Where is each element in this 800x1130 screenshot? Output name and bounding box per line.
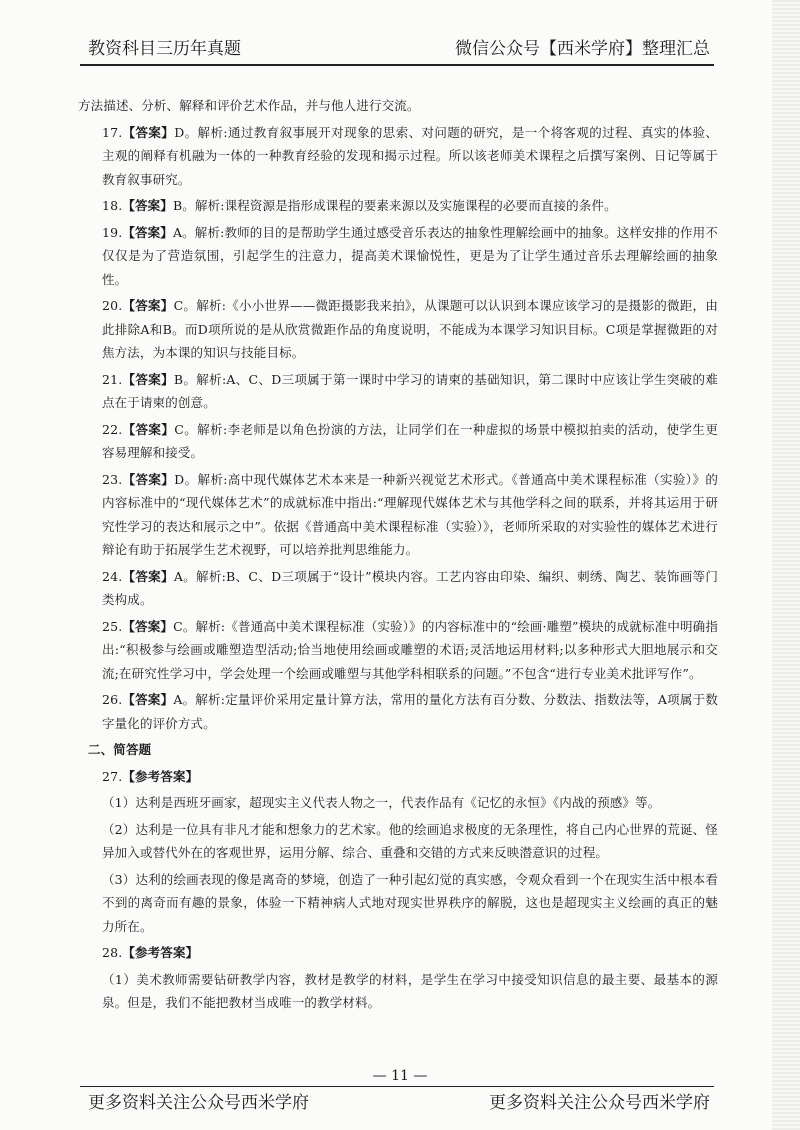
answer-item: [78, 941, 718, 965]
answer-tag: 【答案】: [122, 471, 175, 487]
item-number: 18.: [102, 198, 123, 213]
answer-item: [78, 121, 718, 192]
answer-tag: 【答案】: [122, 371, 174, 387]
answer-text: B。解析:A、C、D三项属于第一课时中学习的请柬的基础知识，第二课时中应该让学生突破的难点在于请柬的创意。: [102, 371, 718, 410]
answer-item: [78, 615, 718, 686]
answer-tag: 【参考答案】: [122, 945, 199, 960]
answer-text: C。解析:《小小世界——微距摄影我来拍》，从课题可以认识到本课应该学习的是摄影的微距，由此排除A和B。而D项所说的是从欣赏微距作品的角度说明，不能成为本课学习知识目标。C项是掌握微距的对焦方法，为本课的知识与技能目标。: [102, 298, 718, 360]
scan-edge: [772, 0, 800, 1130]
footer-rule: [80, 1086, 714, 1087]
section-heading: 二、简答题: [88, 742, 152, 757]
answer-point: （1）美术教师需要钻研教学内容，教材是教学的材料，是学生在学习中接受知识信息的最主要、最基本的源泉。但是，我们不能把教材当成唯一的教学材料。: [102, 971, 718, 1010]
answer-text: A。解析:定量评价采用定量计算方法，常用的量化方法有百分数、分数法、指数法等，A项属于数字量化的评价方式。: [102, 692, 718, 731]
page-number: — 11 —: [372, 1068, 428, 1084]
answer-item: [78, 194, 718, 218]
paragraph: 方法描述、分析、解释和评价艺术作品，并与他人进行交流。: [78, 98, 420, 113]
answer-tag: 【答案】: [122, 124, 175, 140]
answer-tag: 【答案】: [122, 618, 174, 634]
item-number: 21.: [102, 371, 123, 387]
item-number: 17.: [102, 124, 123, 140]
header-right-title: 微信公众号【西米学府】整理汇总: [455, 39, 710, 59]
answer-item: [78, 418, 718, 465]
header-rule: [80, 64, 714, 66]
item-number: 22.: [102, 421, 123, 437]
page-header: [88, 34, 710, 64]
answer-tag: 【答案】: [122, 568, 174, 584]
answer-tag: 【答案】: [122, 692, 174, 707]
answer-item: [78, 368, 718, 415]
answer-tag: 【答案】: [122, 198, 173, 213]
answer-point: （3）达利的绘画表现的像是离奇的梦境，创造了一种引起幻觉的真实感，令观众看到一个在现实生活中根本看不到的离奇而有趣的景象，体验一下精神病人式地对现实世界秩序的解脱，这也是超现实主义绘画的真正的魅力所在。: [102, 871, 718, 934]
item-number: 26.: [102, 692, 123, 707]
answer-item: [78, 765, 718, 789]
answer-item: [78, 688, 718, 735]
answer-item: [78, 468, 718, 562]
answer-text: B。解析:课程资源是指形成课程的要素来源以及实施课程的必要而直接的条件。: [172, 198, 617, 213]
answer-text: A。解析:教师的目的是帮助学生通过感受音乐表达的抽象性理解绘画中的抽象。这样安排的作用不仅仅是为了营造氛围，引起学生的注意力，提高美术课愉悦性，更是为了让学生通过音乐去理解绘画的抽象性。: [102, 224, 718, 287]
item-number: 25.: [102, 618, 123, 634]
item-number: 19.: [102, 224, 123, 240]
document-body: [78, 94, 718, 1018]
answer-item: [78, 565, 718, 612]
answer-tag: 【答案】: [122, 421, 175, 437]
answer-text: A。解析:B、C、D三项属于“设计”模块内容。工艺内容由印染、编织、刺绣、陶艺、装饰画等门类构成。: [102, 568, 719, 607]
answer-item: [78, 221, 718, 292]
header-left-title: 教资科目三历年真题: [88, 39, 241, 59]
item-number: 23.: [102, 471, 123, 487]
answer-text: C。解析:《普通高中美术课程标准（实验）》的内容标准中的“绘画·雕塑”模块的成就标准中明确指出:“积极参与绘画或雕塑造型活动;恰当地使用绘画或雕塑的术语;灵活地运用材料;以多种形式大胆地展示和交流;在研究性学习中，学会处理一个绘画或雕塑与其他学科相联系的问题。”不包含“进行专业美术批评写作”。: [102, 618, 718, 681]
answer-text: D。解析:高中现代媒体艺术本来是一种新兴视觉艺术形式。《普通高中美术课程标准（实验）》的内容标准中的“现代媒体艺术”的成就标准中指出:“理解现代媒体艺术与其他学科之间的联系，并将其运用于研究性学习的表达和展示之中”。依据《普通高中美术课程标准（实验）》，老师所采取的对实验性的媒体艺术进行辩论有助于拓展学生艺术视野，可以培养批判思维能力。: [102, 471, 718, 557]
answer-tag: 【参考答案】: [122, 768, 199, 784]
answer-point: （1）达利是西班牙画家，超现实主义代表人物之一，代表作品有《记忆的永恒》《内战的预感》等。: [102, 795, 661, 810]
answer-tag: 【答案】: [122, 224, 173, 240]
item-number: 24.: [102, 568, 123, 584]
answer-point: （2）达利是一位具有非凡才能和想象力的艺术家。他的绘画追求极度的无条理性，将自己内心世界的荒诞、怪异加入或替代外在的客观世界，运用分解、综合、重叠和交错的方式来反映潜意识的过程。: [102, 821, 718, 860]
footer-right-text: 更多资料关注公众号西米学府: [489, 1093, 710, 1113]
answer-item: [78, 294, 718, 365]
item-number: 28.: [102, 945, 123, 960]
answer-text: D。解析:通过教育叙事展开对现象的思索、对问题的研究，是一个将客观的过程、真实的体验、主观的阐释有机融为一体的一种教育经验的发现和揭示过程。所以该老师美术课程之后撰写案例、日记等属于教育叙事研究。: [102, 124, 719, 187]
footer-left-text: 更多资料关注公众号西米学府: [88, 1093, 309, 1113]
answer-text: C。解析:李老师是以角色扮演的方法，让同学们在一种虚拟的场景中模拟拍卖的活动，使学生更容易理解和接受。: [102, 421, 718, 460]
item-number: 27.: [102, 768, 123, 784]
item-number: 20.: [102, 298, 123, 313]
answer-tag: 【答案】: [122, 298, 174, 313]
